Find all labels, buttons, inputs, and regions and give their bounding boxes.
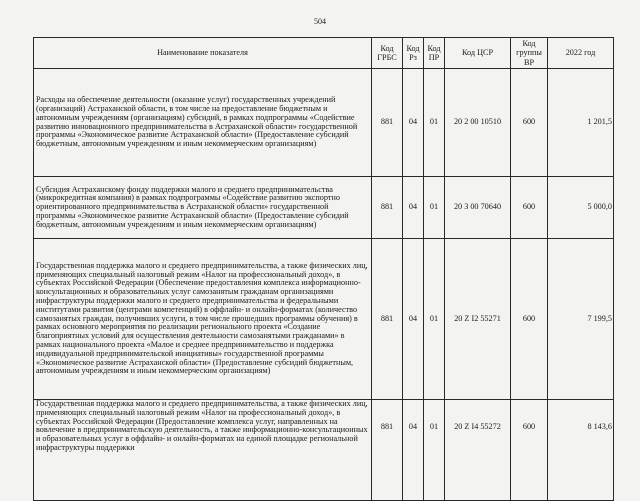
row-rz: 04	[403, 69, 424, 177]
row-pr: 01	[424, 177, 445, 239]
row-rz: 04	[403, 400, 424, 501]
row-csr: 20 Z I4 55272	[445, 400, 511, 501]
row-amount: 5 000,0	[548, 177, 614, 239]
row-vr: 600	[511, 239, 548, 400]
row-amount: 7 199,5	[548, 239, 614, 400]
table-header-row	[34, 38, 614, 69]
header-csr: Код ЦСР	[445, 38, 511, 69]
page-number: 504	[314, 17, 326, 26]
header-grbs: Код ГРБС	[372, 38, 403, 69]
row-grbs: 881	[372, 69, 403, 177]
row-pr: 01	[424, 239, 445, 400]
row-csr: 20 2 00 10510	[445, 69, 511, 177]
row-pr: 01	[424, 400, 445, 501]
row-grbs: 881	[372, 400, 403, 501]
row-name: Расходы на обеспечение деятельности (оказание услуг) государственных учреждений (организаций) Астраханской области, в том числе на предоставление бюджетным и автономным учреждениям (организациям) субсидий, в рамках подпрограммы «Содействие развитию инновационного предпринимательства в Астраханской области» государственной программы «Экономическое развитие Астраханской области» (Предоставление субсидий бюджетным, автономным учреждениям и иным некоммерческим организациям)	[34, 69, 372, 177]
row-name: Субсидия Астраханскому фонду поддержки малого и среднего предпринимательства (микрокредитная компания) в рамках подпрограммы «Содействие развитию экспортно ориентированного предпринимательства в Астраханской области» государственной программы «Экономическое развитие Астраханской области» (Предоставление субсидий бюджетным, автономным учреждениям и иным некоммерческим организациям)	[34, 177, 372, 239]
header-rz: Код Рз	[403, 38, 424, 69]
row-name: Государственная поддержка малого и среднего предпринимательства, а также физических лиц, применяющих специальный налоговый режим «Налог на профессиональный доход», в субъектах Российской Федерации (Предоставление комплекса услуг, направленных на вовлечение в предпринимательскую деятельность, а также информационно-консультационных и образовательных услуг в оффлайн- и онлайн-форматах на единой площадке региональной инфраструктуры поддержки	[34, 400, 372, 501]
row-vr: 600	[511, 177, 548, 239]
row-csr: 20 3 00 70640	[445, 177, 511, 239]
row-name: Государственная поддержка малого и среднего предпринимательства, а также физических лиц, применяющих специальный налоговый режим «Налог на профессиональный доход», в субъектах Российской Федерации (Обеспечение предоставления комплекса информационно-консультационных и образовательных услуг самозанятым гражданам организациями инфраструктуры поддержки малого и среднего предпринимательства и федеральными институтами развития (центрами компетенций) в оффлайн- и онлайн-форматах (количество самозанятых граждан, получивших услуги, в том числе прошедших программы обучения) в рамках основного мероприятия по реализации регионального проекта «Создание благоприятных условий для осуществления деятельности самозанятыми гражданами» в рамках национального проекта «Малое и среднее предпринимательство и поддержка индивидуальной предпринимательской инициативы» государственной программы «Экономическое развитие Астраханской области» (Предоставление субсидий бюджетным, автономным учреждениям и иным некоммерческим организациям)	[34, 239, 372, 400]
row-grbs: 881	[372, 177, 403, 239]
table-row	[34, 400, 614, 501]
header-vr: Код группы ВР	[511, 38, 548, 69]
row-amount: 8 143,6	[548, 400, 614, 501]
row-vr: 600	[511, 400, 548, 501]
header-pr: Код ПР	[424, 38, 445, 69]
row-vr: 600	[511, 69, 548, 177]
budget-table	[33, 37, 614, 501]
table-row	[34, 239, 614, 400]
header-name: Наименование показателя	[34, 38, 372, 69]
row-csr: 20 Z I2 55271	[445, 239, 511, 400]
header-year: 2022 год	[548, 38, 614, 69]
row-grbs: 881	[372, 239, 403, 400]
row-rz: 04	[403, 177, 424, 239]
row-amount: 1 201,5	[548, 69, 614, 177]
table-row	[34, 177, 614, 239]
row-pr: 01	[424, 69, 445, 177]
row-rz: 04	[403, 239, 424, 400]
table-row	[34, 69, 614, 177]
